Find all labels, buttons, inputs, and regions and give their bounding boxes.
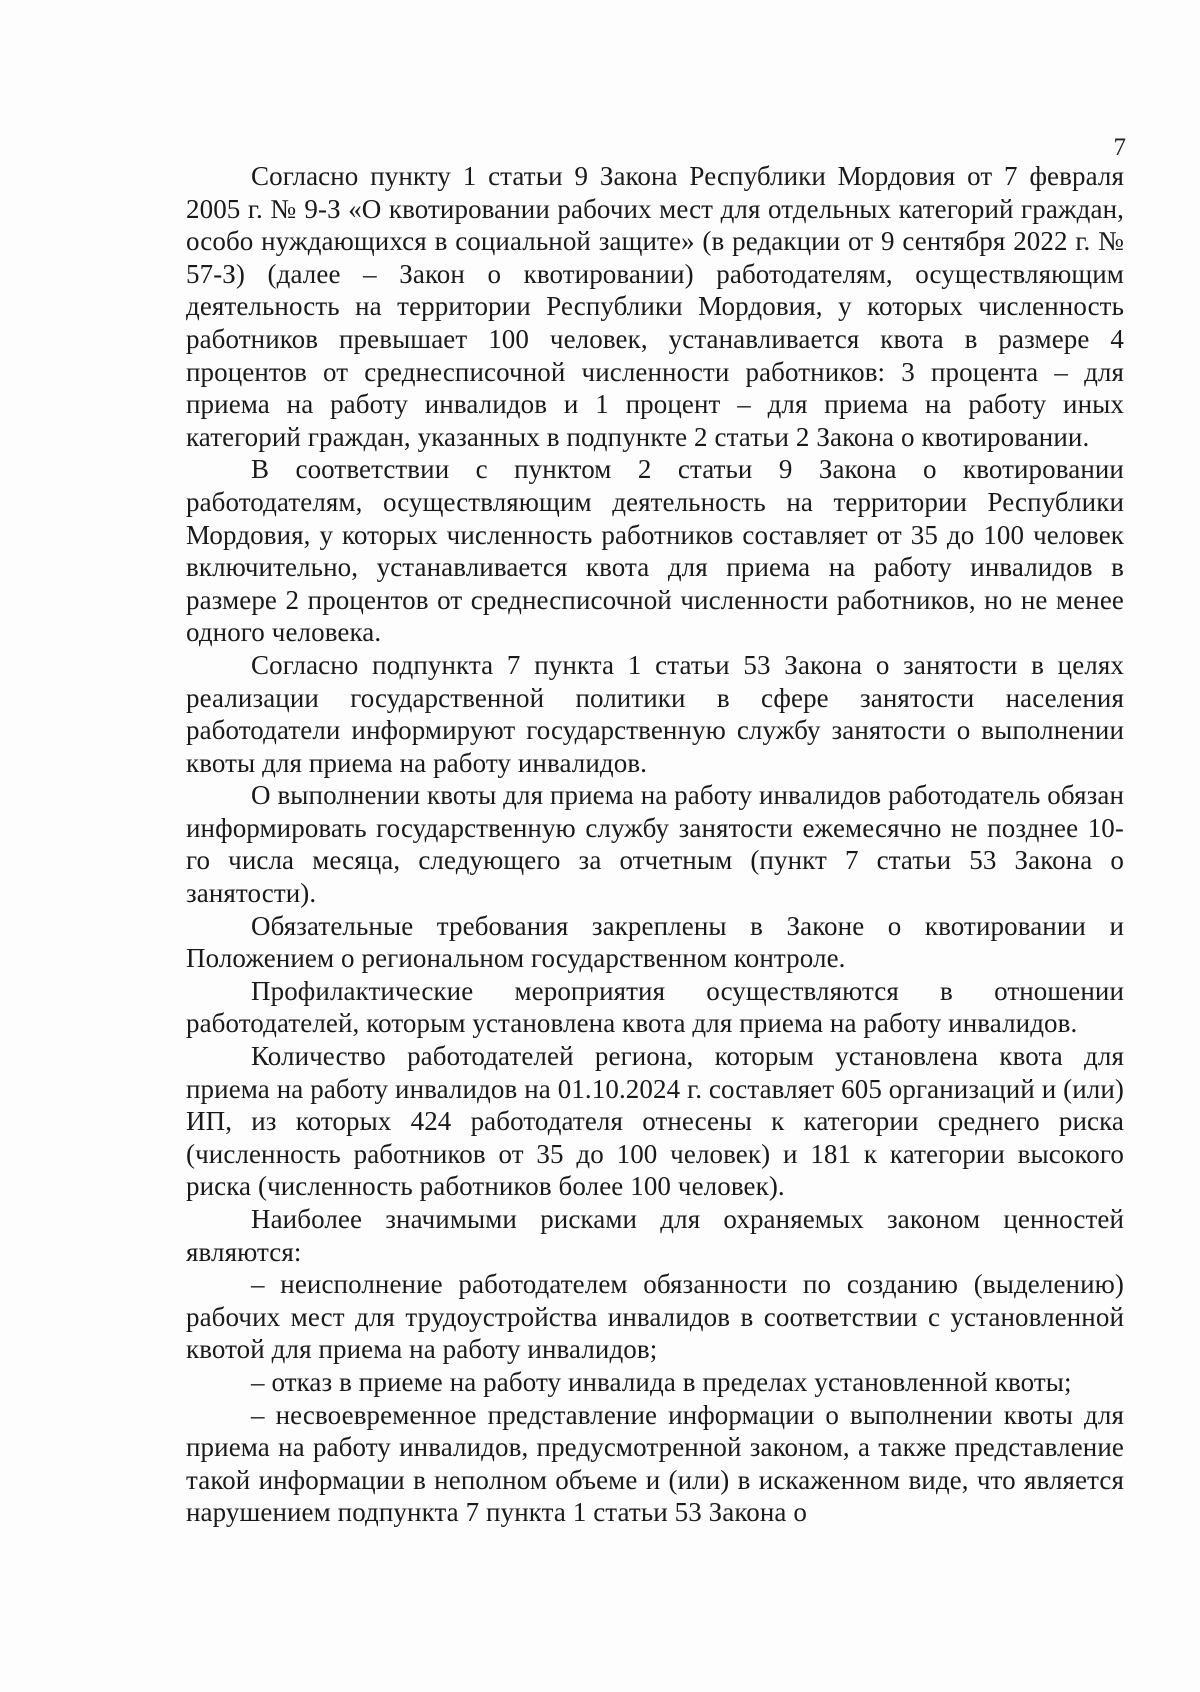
list-item-risk-2: – отказ в приеме на работу инвалида в пределах установленной квоты; xyxy=(251,1366,1072,1397)
paragraph-quota-large-employers: Согласно пункту 1 статьи 9 Закона Республики Мордовия от 7 февраля 2005 г. № 9-З «О квотировании рабочих мест для отдельных категорий граждан, особо нуждающихся в социальной защите» (в редакции от 9 сентября 2022 г. № 57-З) (далее – Закон о квотировании) работодателям, осуществляющим деятельность на территории Республики Мордовия, у которых численность работников превышает 100 человек, устанавливается квота в размере 4 процентов от среднесписочной численности работников: 3 процента – для приема на работу инвалидов и 1 процент – для приема на работу иных категорий граждан, указанных в подпункте 2 статьи 2 Закона о квотировании. xyxy=(186,161,1124,452)
list-item-risk-1: – неисполнение работодателем обязанности по созданию (выделению) рабочих мест для трудоустройства инвалидов в соответствии с установленной квотой для приема на работу инвалидов; xyxy=(186,1269,1124,1365)
paragraph-preventive-measures: Профилактические мероприятия осуществляются в отношении работодателей, которым установлена квота для приема на работу инвалидов. xyxy=(186,975,1124,1039)
paragraph-employer-count: Количество работодателей региона, которым установлена квота для приема на работу инвалидов на 01.10.2024 г. составляет 605 организаций и (или) ИП, из которых 424 работодателя отнесены к категории среднего риска (численность работников от 35 до 100 человек) и 181 к категории высокого риска (численность работников более 100 человек). xyxy=(186,1041,1124,1202)
page-number: 7 xyxy=(1113,134,1126,161)
list-item-risk-3: – несвоевременное представление информации о выполнении квоты для приема на работу инвалидов, предусмотренной законом, а также представление такой информации в неполном объеме и (или) в искаженном виде, что является нарушением подпункта 7 пункта 1 статьи 53 Закона о xyxy=(186,1399,1124,1528)
paragraph-employer-reporting: Согласно подпункта 7 пункта 1 статьи 53 Закона о занятости в целях реализации государственной политики в сфере занятости населения работодатели информируют государственную службу занятости о выполнении квоты для приема на работу инвалидов. xyxy=(186,649,1124,778)
paragraph-monthly-reporting: О выполнении квоты для приема на работу инвалидов работодатель обязан информировать государственную службу занятости ежемесячно не позднее 10-го числа месяца, следующего за отчетным (пункт 7 статьи 53 Закона о занятости). xyxy=(186,780,1124,909)
paragraph-mandatory-requirements: Обязательные требования закреплены в Законе о квотировании и Положением о региональном государственном контроле. xyxy=(186,910,1124,974)
paragraph-quota-medium-employers: В соответствии с пунктом 2 статьи 9 Закона о квотировании работодателям, осуществляющим деятельность на территории Республики Мордовия, у которых численность работников составляет от 35 до 100 человек включительно, устанавливается квота для приема на работу инвалидов в размере 2 процентов от среднесписочной численности работников, но не менее одного человека. xyxy=(186,454,1124,648)
document-body xyxy=(186,160,1124,1529)
paragraph-risks-intro: Наиболее значимыми рисками для охраняемых законом ценностей являются: xyxy=(186,1204,1124,1267)
